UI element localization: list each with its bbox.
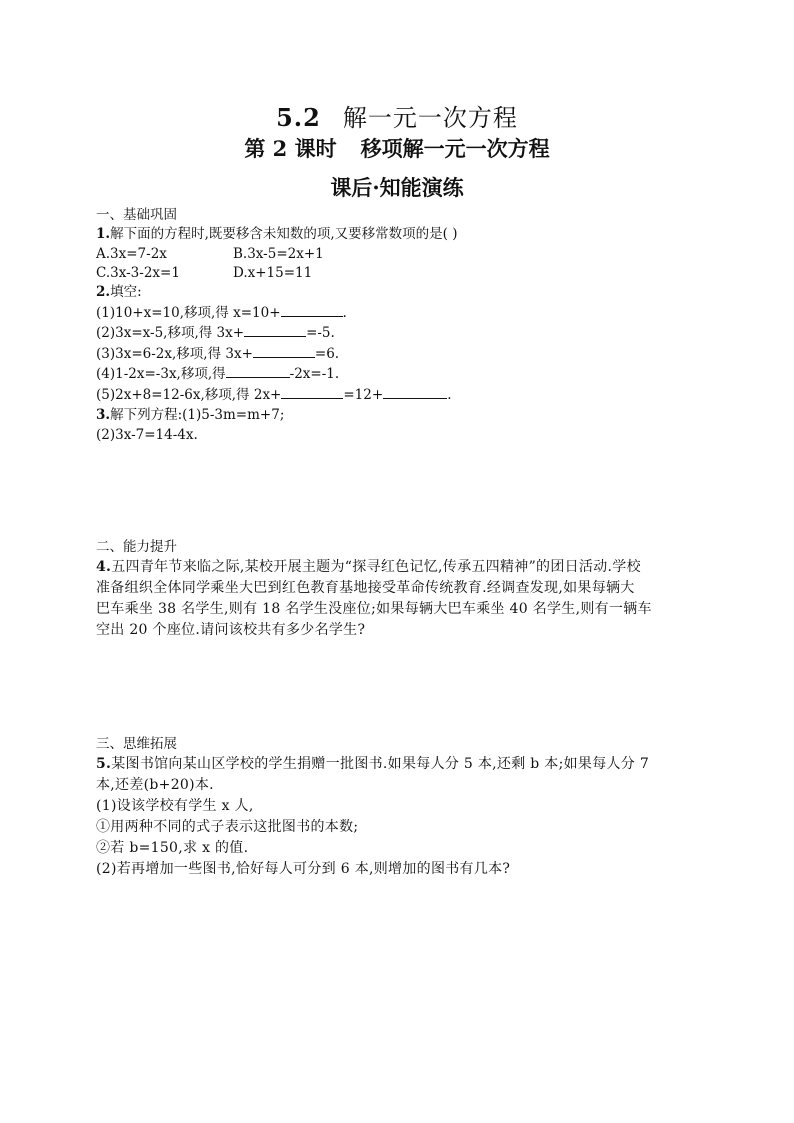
q2-item-1-text: (1)10+x=10,移项,得 x=10+ [96,305,281,321]
answer-blank[interactable] [226,365,290,378]
q4-line-1-text: 五四青年节来临之际,某校开展主题为“探寻红色记忆,传承五四精神”的团日活动.学校 [111,559,641,575]
question-1 [96,225,458,243]
answer-blank[interactable] [244,324,306,337]
q3-part2: (2)3x-7=14-4x. [96,427,198,443]
q2-item-3-tail: =6. [314,346,340,362]
q5-line-1-text: 某图书馆向某山区学校的学生捐赠一批图书.如果每人分 5 本,还剩 b 本;如果每人分 7 [111,756,650,772]
q3-text: 解下列方程:(1)5-3m=m+7; [110,407,285,423]
lesson-title [0,98,794,133]
lesson-title-text: 解一元一次方程 [342,104,518,132]
q2-item-3 [96,345,339,363]
question-5 [96,754,696,880]
q1-option-c: C.3x-3-2x=1 [96,265,180,281]
lesson-subtitle [0,133,794,163]
q1-option-b: B.3x-5=2x+1 [233,246,324,262]
q2-item-5-text: (5)2x+8=12-6x,移项,得 2x+ [96,387,282,403]
section-title: 课后·知能演练 [330,175,464,200]
subtitle-part1: 第 2 课时 [244,136,337,161]
q2-item-4 [96,365,339,383]
q2-number: 2. [96,284,111,300]
q2-text: 填空: [110,284,142,300]
q4-line-2: 准备组织全体同学乘坐大巴到红色教育基地接受革命传统教育.经调查发现,如果每辆大 [96,580,635,596]
part2-heading: 二、能力提升 [96,539,177,555]
q1-text: 解下面的方程时,既要移含未知数的项,又要移常数项的是( ) [110,226,458,242]
question-4 [96,557,696,641]
q2-item-5 [96,386,451,404]
q2-item-4-text: (4)1-2x=-3x,移项,得 [96,366,226,382]
q2-item-5-tail: . [447,387,452,403]
answer-blank[interactable] [281,304,343,317]
q5-line-2: 本,还差(b+20)本. [96,777,214,793]
q1-option-d: D.x+15=11 [233,265,313,281]
q5-line-3: (1)设该学校有学生 x 人, [96,798,254,814]
part1-heading: 一、基础巩固 [96,207,177,223]
q2-item-1 [96,304,347,322]
q1-option-a: A.3x=7-2x [96,246,167,262]
question-2 [96,283,142,301]
q2-item-2-text: (2)3x=x-5,移项,得 3x+ [96,325,245,341]
q2-item-1-tail: . [342,305,347,321]
q1-options-row1 [96,245,324,263]
q5-line-5: ②若 b=150,求 x 的值. [96,840,249,856]
lesson-number: 5.2 [276,103,321,132]
q4-line-4: 空出 20 个座位.请问该校共有多少名学生? [96,622,366,638]
q4-line-1 [96,557,696,578]
q1-number: 1. [96,226,111,242]
q4-number: 4. [96,559,112,575]
q2-item-5-mid: =12+ [343,387,384,403]
q5-line-1 [96,754,696,775]
q3-number: 3. [96,407,111,423]
q2-item-2 [96,324,335,342]
answer-blank[interactable] [253,345,315,358]
q5-line-6: (2)若再增加一些图书,恰好每人可分到 6 本,则增加的图书有几本? [96,861,511,877]
part3-heading: 三、思维拓展 [96,736,177,752]
q2-item-4-tail: -2x=-1. [289,366,340,382]
q5-number: 5. [96,756,112,772]
q1-options-row2 [96,264,313,282]
q5-line-4: ①用两种不同的式子表示这批图书的本数; [96,819,359,835]
q4-line-3: 巴车乘坐 38 名学生,则有 18 名学生没座位;如果每辆大巴车乘坐 40 名学生,则有一辆车 [96,601,652,617]
answer-blank[interactable] [281,386,343,399]
question-3 [96,406,284,424]
q2-item-2-tail: =-5. [306,325,335,341]
answer-blank[interactable] [383,386,447,399]
subtitle-part2: 移项解一元一次方程 [360,136,550,161]
q2-item-3-text: (3)3x=6-2x,移项,得 3x+ [96,346,253,362]
